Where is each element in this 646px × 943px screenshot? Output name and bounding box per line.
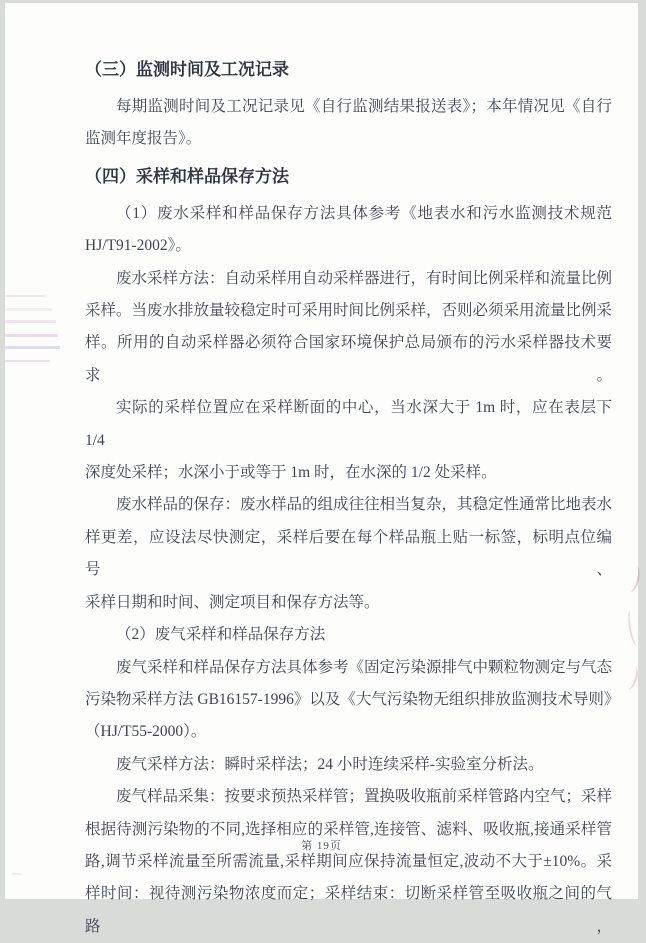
text-line: 废水采样方法：自动采样用自动采样器进行，有时间比例采样和流量比例	[116, 269, 613, 287]
section-heading: （三）监测时间及工况记录	[85, 60, 289, 79]
text-line: 废气样品采集：按要求预热采样管；置换吸收瓶前采样管路内空气；采样	[116, 788, 613, 806]
text-line: 采样日期和时间、测定项目和保存方法等。	[85, 593, 380, 611]
page-number: 第 19页	[301, 840, 342, 852]
document-page	[5, 3, 638, 935]
text-line: 样时间：视待测污染物浓度而定；采样结束：切断采样管至吸收瓶之间的气路，	[85, 885, 612, 935]
text-line: HJ/T91-2002》。	[85, 237, 191, 255]
text-line: 每期监测时间及工况记录见《自行监测结果报送表》；本年情况见《自行	[116, 98, 612, 115]
text-line: （HJ/T55-2000）。	[85, 723, 207, 741]
text-line: 污染物采样方法 GB16157-1996》以及《大气污染物无组织排放监测技术导则》	[85, 690, 620, 708]
scan-artifact-left-streaks	[0, 293, 60, 371]
text-line: 深度处采样；水深小于或等于 1m 时，在水深的 1/2 处采样。	[85, 464, 497, 482]
text-line: 废气采样和样品保存方法具体参考《固定污染源排气中颗粒物测定与气态	[116, 658, 613, 676]
scan-artifact-dash	[12, 873, 21, 875]
text-line: 根据待测污染物的不同,选择相应的采样管,连接管、滤料、吸收瓶,接通采样管	[85, 820, 612, 838]
text-line: （1）废水采样和样品保存方法具体参考《地表水和污水监测技术规范	[116, 204, 612, 222]
text-line: 实际的采样位置应在采样断面的中心，当水深大于 1m 时，应在表层下 1/4	[85, 399, 612, 449]
section-heading: （四）采样和样品保存方法	[85, 166, 289, 186]
text-line: 采样。当废水排放量较稳定时可采用时间比例采样，否则必须采用流量比例采	[85, 302, 613, 320]
text-line: 路,调节采样流量至所需流量,采样期间应保持流量恒定,波动不大于±10%。采	[85, 852, 612, 870]
text-line: 监测年度报告》。	[85, 130, 202, 148]
text-line: 样。所用的自动采样器必须符合国家环境保护总局颁布的污水采样器技术要求。	[85, 334, 612, 384]
text-lines	[85, 49, 620, 943]
text-line: 废水样品的保存：废水样品的组成往往相当复杂，其稳定性通常比地表水	[116, 496, 613, 514]
text-line: 样更差，应设法尽快测定，采样后要在每个样品瓶上贴一标签，标明点位编号、	[85, 528, 612, 579]
text-line: （2）废气采样和样品保存方法	[116, 626, 326, 644]
text-line: 废气采样方法：瞬时采样法；24 小时连续采样-实验室分析法。	[116, 755, 544, 773]
